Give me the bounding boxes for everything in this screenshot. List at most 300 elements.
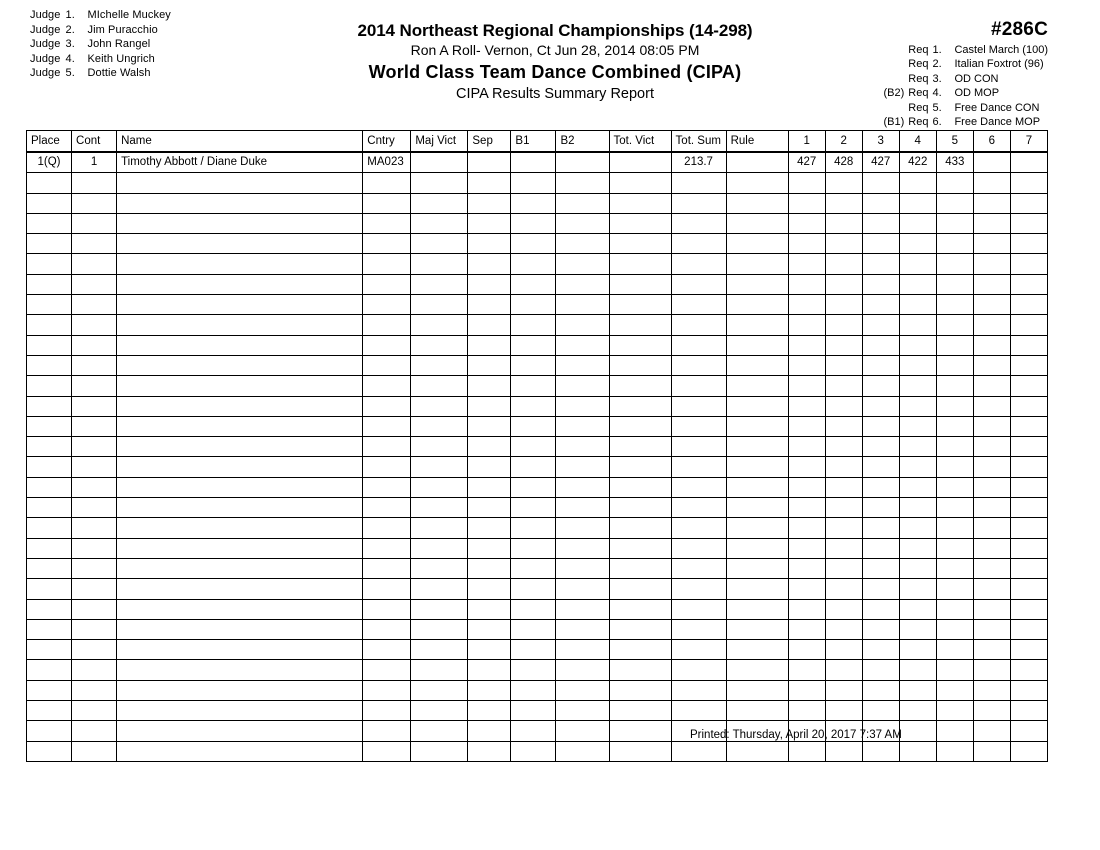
cell-empty bbox=[1010, 355, 1047, 375]
cell-empty bbox=[72, 234, 117, 254]
cell-empty bbox=[825, 599, 862, 619]
cell-empty bbox=[117, 701, 363, 721]
table-row-empty[interactable] bbox=[27, 173, 1048, 193]
cell-empty bbox=[1010, 477, 1047, 497]
column-header-place: Place bbox=[27, 131, 72, 153]
table-row-empty[interactable] bbox=[27, 579, 1048, 599]
table-row[interactable] bbox=[27, 152, 1048, 173]
cell-empty bbox=[936, 416, 973, 436]
cell-empty bbox=[671, 619, 726, 639]
cell-empty bbox=[973, 538, 1010, 558]
requirement-name: Castel March (100) bbox=[954, 44, 1048, 56]
column-header-name: Name bbox=[117, 131, 363, 153]
cell-empty bbox=[117, 558, 363, 578]
cell-empty bbox=[973, 741, 1010, 761]
cell-empty bbox=[72, 416, 117, 436]
cell-empty bbox=[27, 518, 72, 538]
cell-empty bbox=[117, 335, 363, 355]
cell-empty bbox=[1010, 213, 1047, 233]
cell-empty bbox=[72, 498, 117, 518]
cell-empty bbox=[726, 477, 788, 497]
cell-cntry: MA023 bbox=[363, 152, 411, 173]
cell-empty bbox=[468, 213, 511, 233]
cell-empty bbox=[936, 579, 973, 599]
cell-empty bbox=[609, 274, 671, 294]
requirement-line bbox=[870, 101, 1048, 115]
cell-empty bbox=[862, 558, 899, 578]
cell-empty bbox=[936, 660, 973, 680]
cell-empty bbox=[117, 457, 363, 477]
cell-empty bbox=[511, 457, 556, 477]
cell-empty bbox=[1010, 741, 1047, 761]
cell-empty bbox=[862, 640, 899, 660]
cell-empty bbox=[726, 660, 788, 680]
table-row-empty[interactable] bbox=[27, 213, 1048, 233]
requirement-name: Italian Foxtrot (96) bbox=[954, 58, 1044, 71]
table-row-empty[interactable] bbox=[27, 498, 1048, 518]
cell-empty bbox=[899, 579, 936, 599]
cell-empty bbox=[825, 477, 862, 497]
cell-empty bbox=[671, 173, 726, 193]
cell-empty bbox=[1010, 558, 1047, 578]
cell-empty bbox=[363, 477, 411, 497]
cell-empty bbox=[973, 376, 1010, 396]
cell-empty bbox=[556, 234, 609, 254]
cell-empty bbox=[936, 355, 973, 375]
table-row-empty[interactable] bbox=[27, 660, 1048, 680]
cell-empty bbox=[468, 619, 511, 639]
table-row-empty[interactable] bbox=[27, 640, 1048, 660]
cell-empty bbox=[363, 193, 411, 213]
cell-empty bbox=[27, 538, 72, 558]
cell-empty bbox=[788, 213, 825, 233]
cell-empty bbox=[726, 457, 788, 477]
cell-empty bbox=[788, 579, 825, 599]
cell-empty bbox=[411, 437, 468, 457]
event-title: 2014 Northeast Regional Championships (14-298) bbox=[357, 21, 753, 40]
cell-empty bbox=[1010, 274, 1047, 294]
cell-empty bbox=[468, 355, 511, 375]
cell-empty bbox=[117, 416, 363, 436]
cell-empty bbox=[556, 437, 609, 457]
cell-empty bbox=[27, 477, 72, 497]
column-header-cntry: Cntry bbox=[363, 131, 411, 153]
cell-empty bbox=[862, 254, 899, 274]
cell-empty bbox=[788, 193, 825, 213]
table-row-empty[interactable] bbox=[27, 518, 1048, 538]
cell-empty bbox=[825, 518, 862, 538]
cell-empty bbox=[556, 295, 609, 315]
cell-empty bbox=[27, 315, 72, 335]
cell-empty bbox=[899, 274, 936, 294]
cell-empty bbox=[788, 315, 825, 335]
table-row-empty[interactable] bbox=[27, 680, 1048, 700]
cell-empty bbox=[671, 680, 726, 700]
cell-empty bbox=[936, 538, 973, 558]
cell-empty bbox=[973, 437, 1010, 457]
cell-empty bbox=[788, 173, 825, 193]
cell-empty bbox=[936, 213, 973, 233]
column-header-sep: Sep bbox=[468, 131, 511, 153]
cell-empty bbox=[411, 295, 468, 315]
cell-empty bbox=[609, 518, 671, 538]
cell-empty bbox=[556, 376, 609, 396]
cell-empty bbox=[117, 193, 363, 213]
cell-empty bbox=[117, 721, 363, 741]
cell-empty bbox=[825, 335, 862, 355]
cell-empty bbox=[117, 741, 363, 761]
cell-empty bbox=[411, 396, 468, 416]
cell-empty bbox=[899, 741, 936, 761]
cell-empty bbox=[825, 437, 862, 457]
table-row-empty[interactable] bbox=[27, 558, 1048, 578]
cell-empty bbox=[671, 498, 726, 518]
cell-empty bbox=[1010, 416, 1047, 436]
table-row-empty[interactable] bbox=[27, 741, 1048, 761]
cell-empty bbox=[899, 680, 936, 700]
report-header bbox=[230, 20, 880, 105]
cell-empty bbox=[468, 741, 511, 761]
cell-empty bbox=[117, 660, 363, 680]
cell-empty bbox=[27, 355, 72, 375]
requirement-label: Req bbox=[908, 44, 929, 56]
cell-empty bbox=[468, 538, 511, 558]
cell-empty bbox=[363, 579, 411, 599]
table-row-empty[interactable] bbox=[27, 274, 1048, 294]
cell-empty bbox=[411, 619, 468, 639]
cell-empty bbox=[825, 355, 862, 375]
cell-empty bbox=[468, 416, 511, 436]
cell-empty bbox=[936, 619, 973, 639]
cell-empty bbox=[973, 396, 1010, 416]
cell-empty bbox=[511, 315, 556, 335]
table-body bbox=[27, 152, 1048, 761]
requirement-bonus-flag: (B2) bbox=[883, 87, 905, 100]
cell-empty bbox=[609, 315, 671, 335]
cell-empty bbox=[363, 355, 411, 375]
table-row-empty[interactable] bbox=[27, 295, 1048, 315]
table-row-empty[interactable] bbox=[27, 396, 1048, 416]
cell-empty bbox=[862, 295, 899, 315]
cell-empty bbox=[788, 416, 825, 436]
cell-empty bbox=[825, 498, 862, 518]
cell-empty bbox=[556, 518, 609, 538]
cell-empty bbox=[671, 579, 726, 599]
cell-empty bbox=[899, 619, 936, 639]
cell-empty bbox=[1010, 579, 1047, 599]
cell-empty bbox=[862, 173, 899, 193]
cell-empty bbox=[411, 213, 468, 233]
cell-empty bbox=[1010, 173, 1047, 193]
cell-empty bbox=[936, 173, 973, 193]
table-row-empty[interactable] bbox=[27, 599, 1048, 619]
cell-empty bbox=[609, 498, 671, 518]
cell-empty bbox=[468, 234, 511, 254]
cell-cont: 1 bbox=[72, 152, 117, 173]
cell-empty bbox=[609, 234, 671, 254]
cell-empty bbox=[788, 741, 825, 761]
cell-empty bbox=[609, 295, 671, 315]
cell-empty bbox=[411, 416, 468, 436]
cell-empty bbox=[363, 295, 411, 315]
column-header-maj-vict: Maj Vict bbox=[411, 131, 468, 153]
cell-empty bbox=[899, 457, 936, 477]
table-row-empty[interactable] bbox=[27, 457, 1048, 477]
cell-empty bbox=[556, 579, 609, 599]
cell-empty bbox=[825, 396, 862, 416]
cell-empty bbox=[899, 315, 936, 335]
cell-empty bbox=[363, 518, 411, 538]
requirement-bonus-flag: (B1) bbox=[883, 116, 905, 129]
cell-empty bbox=[936, 396, 973, 416]
column-header-b1: B1 bbox=[511, 131, 556, 153]
cell-empty bbox=[825, 213, 862, 233]
cell-empty bbox=[411, 274, 468, 294]
cell-empty bbox=[609, 457, 671, 477]
cell-empty bbox=[671, 416, 726, 436]
judge-label: Judge bbox=[30, 52, 61, 65]
cell-empty bbox=[511, 173, 556, 193]
table-row-empty[interactable] bbox=[27, 335, 1048, 355]
cell-empty bbox=[973, 274, 1010, 294]
requirement-name: Free Dance MOP bbox=[954, 116, 1041, 129]
cell-empty bbox=[556, 213, 609, 233]
cell-empty bbox=[1010, 640, 1047, 660]
cell-rule bbox=[726, 152, 788, 173]
table-row-empty[interactable] bbox=[27, 619, 1048, 639]
cell-empty bbox=[27, 457, 72, 477]
cell-empty bbox=[72, 274, 117, 294]
cell-empty bbox=[117, 355, 363, 375]
judge-number: 3. bbox=[65, 38, 75, 51]
cell-empty bbox=[788, 437, 825, 457]
printed-timestamp: Printed: Thursday, April 20, 2017 7:37 AM bbox=[690, 729, 902, 741]
cell-empty bbox=[609, 741, 671, 761]
column-header-7: 7 bbox=[1010, 131, 1047, 153]
table-row-empty[interactable] bbox=[27, 416, 1048, 436]
results-table bbox=[26, 130, 1048, 762]
cell-empty bbox=[899, 234, 936, 254]
cell-empty bbox=[511, 477, 556, 497]
cell-empty bbox=[411, 640, 468, 660]
cell-empty bbox=[468, 660, 511, 680]
cell-empty bbox=[936, 315, 973, 335]
cell-empty bbox=[117, 376, 363, 396]
cell-empty bbox=[973, 213, 1010, 233]
cell-empty bbox=[899, 213, 936, 233]
cell-empty bbox=[468, 376, 511, 396]
table-row-empty[interactable] bbox=[27, 234, 1048, 254]
column-header-6: 6 bbox=[973, 131, 1010, 153]
cell-empty bbox=[1010, 335, 1047, 355]
requirements-list bbox=[870, 43, 1048, 129]
cell-empty bbox=[671, 396, 726, 416]
class-title: World Class Team Dance Combined (CIPA) bbox=[368, 62, 742, 82]
requirement-number: 5. bbox=[932, 101, 942, 114]
cell-empty bbox=[973, 254, 1010, 274]
cell-empty bbox=[511, 741, 556, 761]
cell-empty bbox=[1010, 396, 1047, 416]
cell-empty bbox=[511, 558, 556, 578]
cell-empty bbox=[363, 376, 411, 396]
cell-empty bbox=[825, 295, 862, 315]
cell-empty bbox=[973, 701, 1010, 721]
cell-empty bbox=[411, 579, 468, 599]
cell-empty bbox=[511, 680, 556, 700]
cell-empty bbox=[899, 254, 936, 274]
requirement-label: Req bbox=[908, 116, 929, 129]
requirement-label: Req bbox=[908, 87, 929, 100]
table-row-empty[interactable] bbox=[27, 538, 1048, 558]
cell-empty bbox=[862, 599, 899, 619]
cell-empty bbox=[936, 295, 973, 315]
cell-empty bbox=[609, 701, 671, 721]
cell-empty bbox=[1010, 599, 1047, 619]
cell-empty bbox=[117, 173, 363, 193]
cell-empty bbox=[862, 315, 899, 335]
cell-empty bbox=[726, 295, 788, 315]
cell-empty bbox=[72, 660, 117, 680]
cell-empty bbox=[556, 660, 609, 680]
cell-empty bbox=[825, 660, 862, 680]
column-header-rule: Rule bbox=[726, 131, 788, 153]
cell-empty bbox=[556, 315, 609, 335]
cell-empty bbox=[27, 416, 72, 436]
cell-empty bbox=[511, 295, 556, 315]
cell-empty bbox=[788, 335, 825, 355]
cell-empty bbox=[936, 498, 973, 518]
judge-name: Jim Puracchio bbox=[87, 23, 158, 36]
cell-empty bbox=[899, 558, 936, 578]
cell-place: 1(Q) bbox=[27, 152, 72, 173]
cell-empty bbox=[609, 416, 671, 436]
cell-empty bbox=[936, 721, 973, 741]
cell-empty bbox=[511, 498, 556, 518]
cell-empty bbox=[825, 619, 862, 639]
table-row-empty[interactable] bbox=[27, 355, 1048, 375]
cell-empty bbox=[862, 193, 899, 213]
cell-empty bbox=[825, 680, 862, 700]
cell-empty bbox=[72, 640, 117, 660]
cell-empty bbox=[609, 477, 671, 497]
cell-empty bbox=[609, 579, 671, 599]
cell-empty bbox=[671, 640, 726, 660]
cell-empty bbox=[726, 518, 788, 538]
cell-empty bbox=[726, 741, 788, 761]
cell-empty bbox=[862, 701, 899, 721]
cell-empty bbox=[671, 701, 726, 721]
cell-empty bbox=[72, 396, 117, 416]
cell-empty bbox=[411, 599, 468, 619]
cell-empty bbox=[511, 213, 556, 233]
cell-empty bbox=[27, 721, 72, 741]
cell-empty bbox=[936, 477, 973, 497]
cell-empty bbox=[411, 457, 468, 477]
cell-empty bbox=[899, 498, 936, 518]
cell-empty bbox=[363, 396, 411, 416]
cell-empty bbox=[726, 579, 788, 599]
cell-empty bbox=[936, 254, 973, 274]
table-row-empty[interactable] bbox=[27, 701, 1048, 721]
cell-empty bbox=[726, 173, 788, 193]
cell-empty bbox=[899, 355, 936, 375]
cell-empty bbox=[936, 376, 973, 396]
cell-empty bbox=[468, 173, 511, 193]
cell-empty bbox=[671, 477, 726, 497]
judge-label: Judge bbox=[30, 67, 61, 80]
cell-empty bbox=[726, 355, 788, 375]
cell-empty bbox=[363, 213, 411, 233]
table-row-empty[interactable] bbox=[27, 193, 1048, 213]
cell-empty bbox=[1010, 518, 1047, 538]
cell-empty bbox=[671, 437, 726, 457]
cell-empty bbox=[117, 234, 363, 254]
cell-empty bbox=[27, 558, 72, 578]
judge-name: Dottie Walsh bbox=[87, 67, 151, 80]
cell-empty bbox=[671, 315, 726, 335]
cell-empty bbox=[556, 396, 609, 416]
cell-empty bbox=[511, 599, 556, 619]
cell-empty bbox=[862, 498, 899, 518]
cell-empty bbox=[726, 640, 788, 660]
cell-empty bbox=[609, 335, 671, 355]
cell-empty bbox=[27, 376, 72, 396]
cell-empty bbox=[411, 254, 468, 274]
cell-empty bbox=[72, 193, 117, 213]
cell-empty bbox=[117, 254, 363, 274]
column-header-tot-sum: Tot. Sum bbox=[671, 131, 726, 153]
cell-empty bbox=[862, 376, 899, 396]
cell-empty bbox=[363, 498, 411, 518]
cell-empty bbox=[788, 355, 825, 375]
cell-empty bbox=[411, 477, 468, 497]
cell-empty bbox=[788, 234, 825, 254]
requirement-label: Req bbox=[908, 101, 929, 114]
cell-empty bbox=[609, 254, 671, 274]
cell-judge-2: 428 bbox=[825, 152, 862, 173]
cell-empty bbox=[609, 721, 671, 741]
cell-empty bbox=[973, 558, 1010, 578]
table-row-empty[interactable] bbox=[27, 254, 1048, 274]
cell-empty bbox=[411, 660, 468, 680]
requirement-label: Req bbox=[908, 58, 929, 71]
judge-label: Judge bbox=[30, 23, 61, 36]
cell-empty bbox=[117, 498, 363, 518]
column-header-tot-vict: Tot. Vict bbox=[609, 131, 671, 153]
cell-empty bbox=[363, 437, 411, 457]
cell-empty bbox=[117, 619, 363, 639]
cell-empty bbox=[671, 193, 726, 213]
cell-empty bbox=[825, 457, 862, 477]
table-row-empty[interactable] bbox=[27, 437, 1048, 457]
cell-empty bbox=[899, 721, 936, 741]
judge-number: 2. bbox=[65, 23, 75, 36]
cell-empty bbox=[726, 416, 788, 436]
cell-empty bbox=[1010, 315, 1047, 335]
cell-empty bbox=[511, 335, 556, 355]
table-row-empty[interactable] bbox=[27, 376, 1048, 396]
cell-empty bbox=[72, 579, 117, 599]
cell-empty bbox=[609, 213, 671, 233]
cell-empty bbox=[899, 416, 936, 436]
cell-empty bbox=[788, 518, 825, 538]
cell-empty bbox=[556, 558, 609, 578]
table-row-empty[interactable] bbox=[27, 477, 1048, 497]
cell-empty bbox=[862, 234, 899, 254]
table-row-empty[interactable] bbox=[27, 315, 1048, 335]
cell-name: Timothy Abbott / Diane Duke bbox=[117, 152, 363, 173]
cell-tot-sum: 213.7 bbox=[671, 152, 726, 173]
